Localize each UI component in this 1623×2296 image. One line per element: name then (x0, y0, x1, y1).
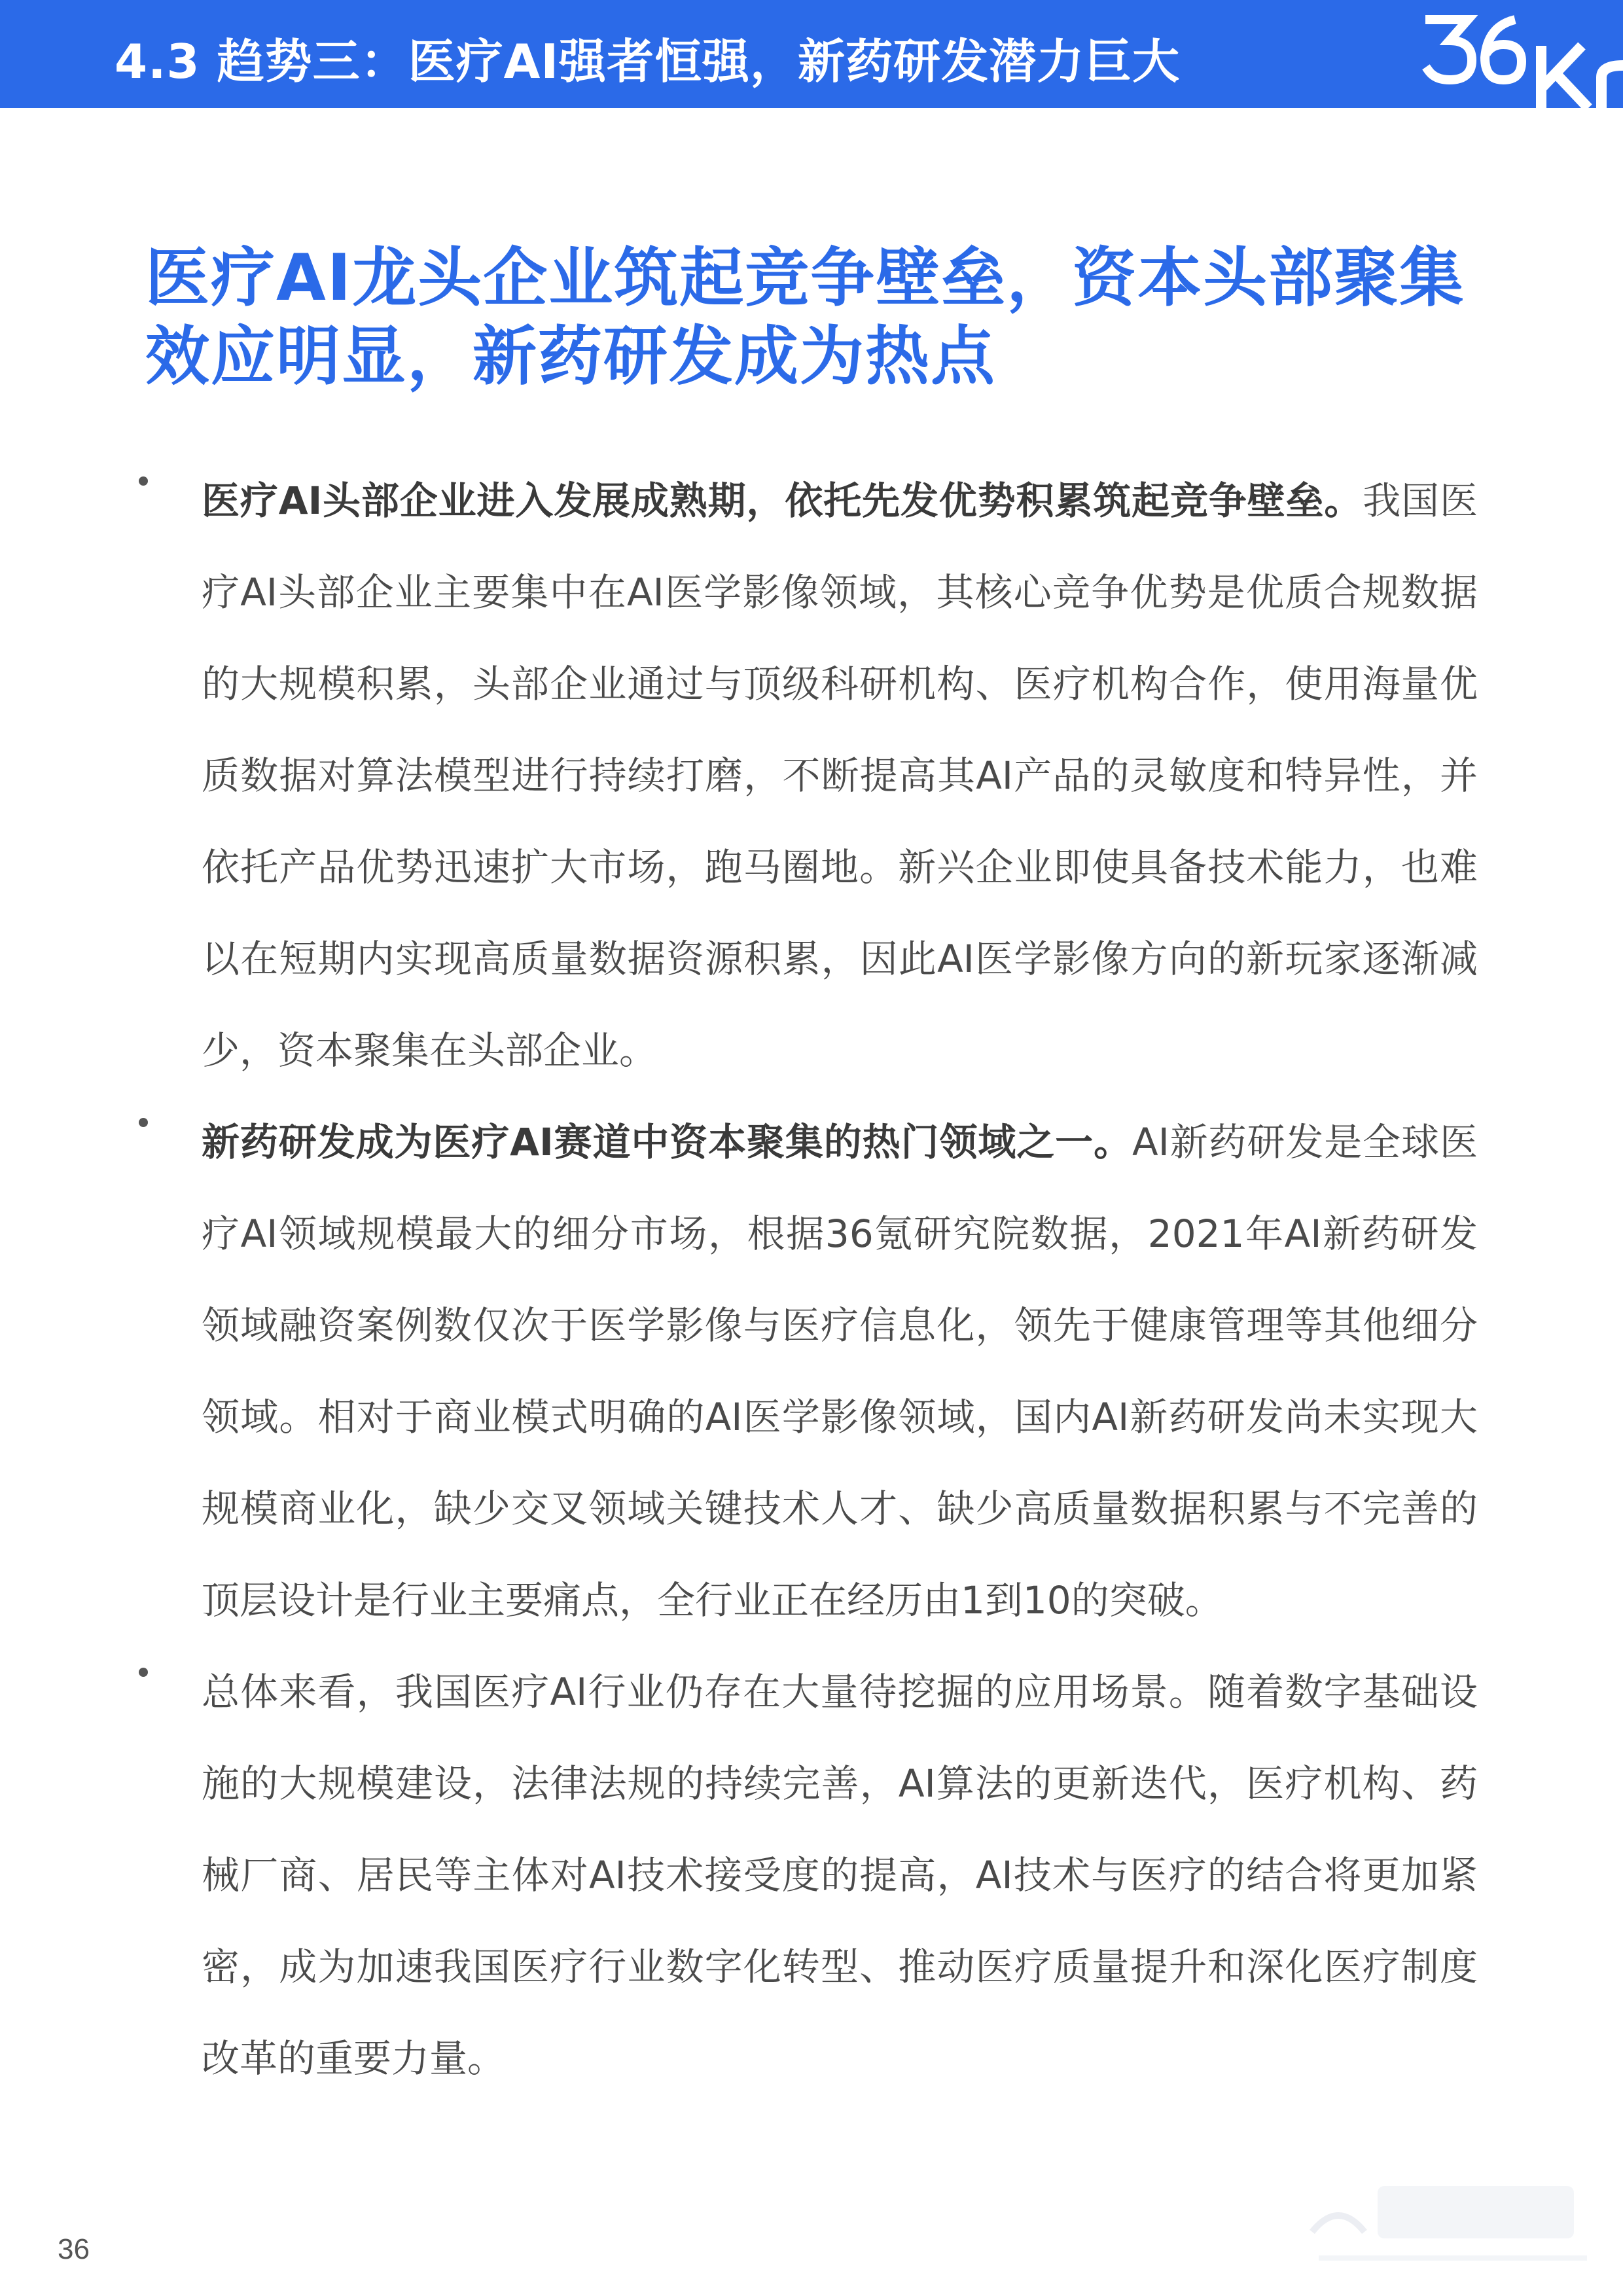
bullet-dot (139, 476, 148, 486)
page-number: 36 (58, 2233, 90, 2265)
bullet-body: 我国医疗AI头部企业主要集中在AI医学影像领域，其核心竞争优势是优质合规数据的大规模积累，头部企业通过与顶级科研机构、医疗机构合作，使用海量优质数据对算法模型进行持续打磨，不断提高其AI产品的灵敏度和特异性，并依托产品优势迅速扩大市场，跑马圈地。新兴企业即使具备技术能力，也难以在短期内实现高质量数据资源积累，因此AI医学影像方向的新玩家逐渐减少，资本聚集在头部企业。 (202, 478, 1478, 1073)
header-banner (0, 0, 1623, 108)
bullet-item (0, 455, 1623, 1096)
page-headline: 医疗AI龙头企业筑起竞争壁垒，资本头部聚集效应明显，新药研发成为热点 (145, 241, 1465, 394)
36kr-logo (1417, 0, 1623, 108)
bullet-body: AI新药研发是全球医疗AI领域规模最大的细分市场，根据36氪研究院数据，2021年AI新药研发领域融资案例数仅次于医学影像与医疗信息化，领先于健康管理等其他细分领域。相对于商业模式明确的AI医学影像领域，国内AI新药研发尚未实现大规模商业化，缺少交叉领域关键技术人才、缺少高质量数据积累与不完善的顶层设计是行业主要痛点，全行业正在经历由1到10的突破。 (202, 1120, 1478, 1623)
bullet-paragraph (202, 1096, 1478, 1646)
bullet-dot (139, 1668, 148, 1677)
bullet-lead: 新药研发成为医疗AI赛道中资本聚集的热门领域之一。 (202, 1120, 1133, 1164)
bullet-item (0, 1096, 1623, 1646)
bullet-lead: 医疗AI头部企业进入发展成熟期，依托先发优势积累筑起竞争壁垒。 (202, 478, 1363, 523)
section-title: 4.3 趋势三：医疗AI强者恒强，新药研发潜力巨大 (115, 34, 1181, 89)
bullet-body: 总体来看，我国医疗AI行业仍存在大量待挖掘的应用场景。随着数字基础设施的大规模建设，法律法规的持续完善，AI算法的更新迭代，医疗机构、药械厂商、居民等主体对AI技术接受度的提高，AI技术与医疗的结合将更加紧密，成为加速我国医疗行业数字化转型、推动医疗质量提升和深化医疗制度改革的重要力量。 (202, 1670, 1478, 2081)
bullet-list (0, 478, 1623, 2130)
bullet-paragraph (202, 1646, 1478, 2104)
bullet-item (0, 1646, 1623, 2104)
watermark (1299, 2160, 1607, 2278)
bullet-paragraph (202, 455, 1478, 1096)
bullet-dot (139, 1118, 148, 1127)
